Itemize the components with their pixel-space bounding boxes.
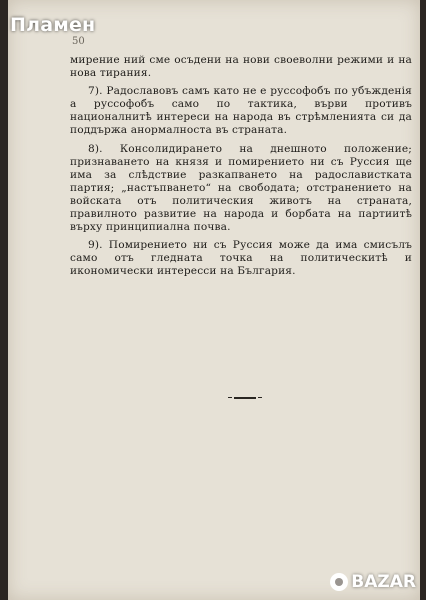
seller-name-overlay: Пламен: [10, 14, 96, 36]
paragraph-8: 8). Консолидирането на днешното положение; признаването на князя и помирението ни съ Руссия ще има за слѣдствие разкапването на радославистката партия; „настъпването“ на свободата; отстранението на войската отъ политическия животъ на страната, правилното развитие на народа и борбата на партиитѣ върху принципиална почва.: [70, 142, 412, 234]
page-number: 50: [72, 36, 85, 47]
bazar-watermark: [330, 572, 416, 592]
watermark-text: BAZAR: [351, 572, 416, 592]
paragraph-7: 7). Радославовъ самъ като не е руссофобъ по убъжденія а руссофобъ само по тактика, върви противъ националнитѣ интереси на народа въ стрѣмленията си да поддържа анормалноста въ страната.: [70, 85, 412, 137]
bazar-logo-icon: [330, 573, 348, 591]
paragraph-continuation: мирение ний сме осъдени на нови своеволни режими и на нова тирания.: [70, 54, 412, 80]
book-page: [8, 0, 420, 600]
page-body-text: [70, 54, 412, 284]
section-divider: [234, 397, 256, 399]
paragraph-9: 9). Помирението ни съ Руссия може да има смисълъ само отъ гледната точка на политическитѣ и икономически интересси на България.: [70, 239, 412, 278]
